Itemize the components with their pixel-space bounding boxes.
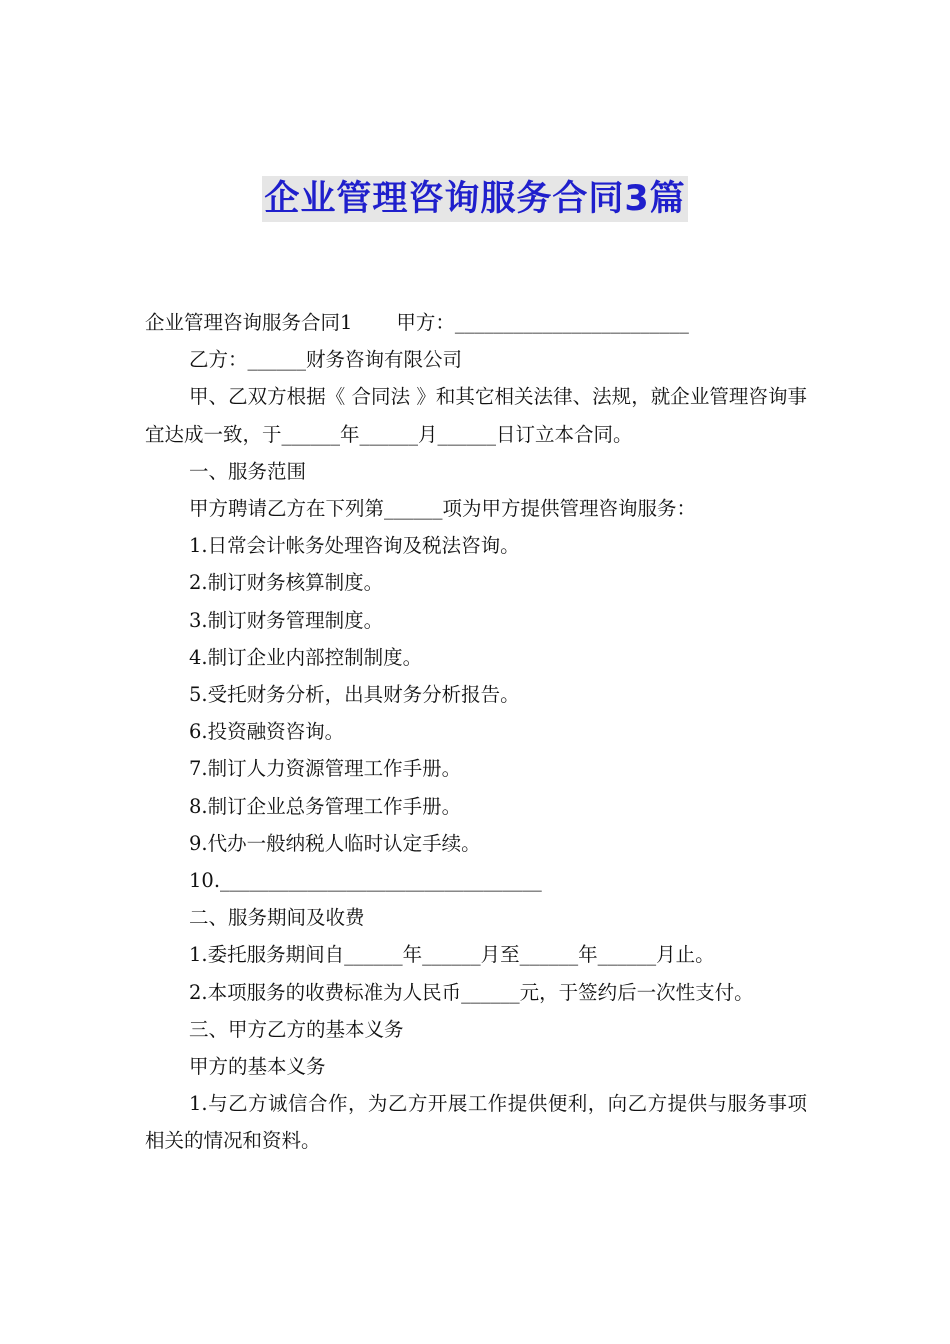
list-item: 1.委托服务期间自______年______月至______年______月止。 xyxy=(189,943,715,967)
list-item: 8.制订企业总务管理工作手册。 xyxy=(189,794,462,818)
contract-heading-line xyxy=(145,304,807,341)
title-container xyxy=(0,176,950,222)
section-heading: 一、服务范围 xyxy=(189,459,307,483)
list-item: 5.受托财务分析，出具财务分析报告。 xyxy=(189,683,520,707)
subsection-heading: 甲方的基本义务 xyxy=(189,1055,326,1079)
list-item: 2.本项服务的收费标准为人民币______元，于签约后一次性支付。 xyxy=(189,980,754,1004)
party-b-line: 乙方：______财务咨询有限公司 xyxy=(189,348,463,372)
list-item: 9.代办一般纳税人临时认定手续。 xyxy=(189,831,481,855)
document-title: 企业管理咨询服务合同3篇 xyxy=(262,176,687,222)
section-heading: 二、服务期间及收费 xyxy=(189,906,365,930)
list-item: 6.投资融资咨询。 xyxy=(189,720,345,744)
party-a-line: 甲方：________________________ xyxy=(396,311,689,334)
document-body xyxy=(145,304,807,1160)
list-item: 1.与乙方诚信合作，为乙方开展工作提供便利，向乙方提供与服务事项相关的情况和资料。 xyxy=(145,1092,807,1153)
list-item: 7.制订人力资源管理工作手册。 xyxy=(189,757,462,781)
list-item: 3.制订财务管理制度。 xyxy=(189,608,384,632)
section-heading: 三、甲方乙方的基本义务 xyxy=(189,1017,404,1041)
list-item: 2.制订财务核算制度。 xyxy=(189,571,384,595)
list-item: 10._________________________________ xyxy=(189,869,542,893)
preamble-paragraph: 甲、乙双方根据《 合同法 》和其它相关法律、法规，就企业管理咨询事宜达成一致，于______年______月______日订立本合同。 xyxy=(145,385,807,446)
contract-heading: 企业管理咨询服务合同1 xyxy=(145,311,353,334)
list-item: 1.日常会计帐务处理咨询及税法咨询。 xyxy=(189,534,520,558)
paragraph: 甲方聘请乙方在下列第______项为甲方提供管理咨询服务： xyxy=(189,497,697,521)
list-item: 4.制订企业内部控制制度。 xyxy=(189,645,423,669)
